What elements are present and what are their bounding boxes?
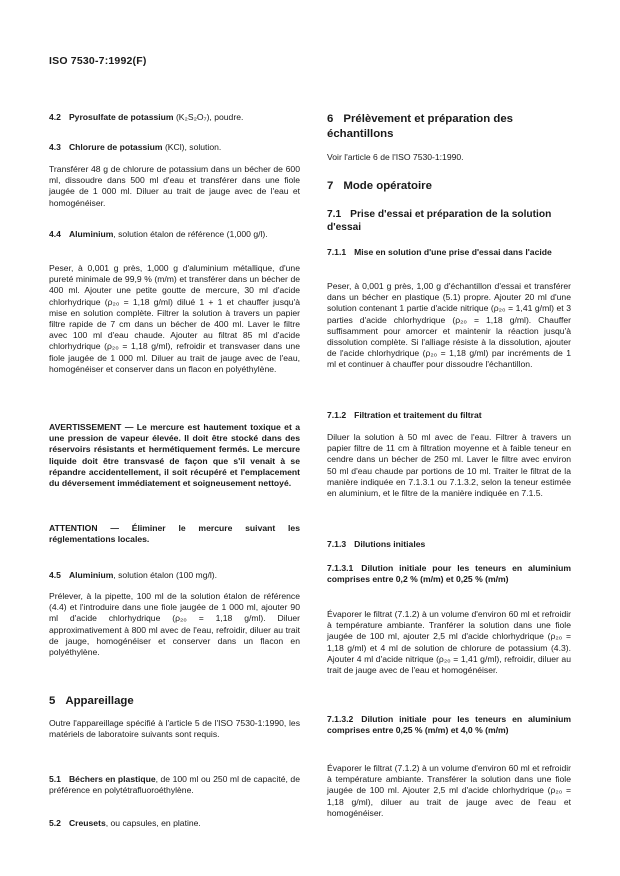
- clause-4-4: [49, 229, 300, 240]
- mercury-attention: [49, 523, 300, 545]
- section-number: 6: [327, 113, 334, 125]
- clause-4-4-text: [49, 263, 300, 375]
- clause-5-2: [49, 818, 300, 829]
- clause-7-1-3-heading: [327, 539, 571, 550]
- section-title: Prélèvement et préparation des échantillons: [327, 113, 514, 140]
- clause-title: Aluminium: [68, 229, 114, 239]
- paragraph: Évaporer le filtrat (7.1.2) à un volume d'environ 60 ml et refroidir à température ambiante. Transférer la solution dans une fiole jaugée de 100 ml. Ajouter 2,5 ml d'acide chlorhydrique (ρ₂₀ = 1,18 g/ml), diluer au trait de jauge avec de l'eau et homogénéiser.: [327, 763, 571, 818]
- clause-7-1-3-1-heading: [327, 563, 571, 585]
- clause-7-1-3-1-text: [327, 609, 571, 676]
- clause-number: 7.1.1: [327, 247, 347, 257]
- clause-rest: (K₂S₂O₇), poudre.: [175, 112, 244, 122]
- clause-7-1-3-2-heading: [327, 714, 571, 736]
- clause-title: Aluminium: [68, 570, 114, 580]
- paragraph: Outre l'appareillage spécifié à l'article 5 de l'ISO 7530-1:1990, les matériels de laboratoire suivants sont requis.: [49, 718, 300, 740]
- section-title: Appareillage: [65, 695, 134, 707]
- paragraph: Évaporer le filtrat (7.1.2) à un volume d'environ 60 ml et refroidir à température ambiante. Tranférer la solution dans une fiole jaugée de 100 ml, ajouter 2,5 ml d'acide chlorhydrique (ρ₂₀ = 1,18 g/ml) et 4 ml de solution de chlorure de potassium (4.3). Ajouter 4 ml d'acide nitrique (ρ₂₀ = 1,41 g/ml), refroidir, diluer au trait de jauge avec de l'eau et homogénéiser.: [327, 609, 571, 676]
- clause-number: 7.1.3.2: [327, 714, 354, 724]
- paragraph: Transférer 48 g de chlorure de potassium dans un bécher de 600 ml, dissoudre dans 500 ml d'eau et transférer dans une fiole jaugée de 1 000 ml. Diluer au trait de jauge avec de l'eau et homogénéiser.: [49, 164, 300, 208]
- clause-4-3-text: [49, 164, 300, 209]
- clause-rest: (KCl), solution.: [164, 142, 222, 152]
- warning-paragraph: AVERTISSEMENT — Le mercure est hautement toxique et a une pression de vapeur élevée. Il doit être stocké dans des réservoirs résistants et hermétiquement fermés. Le mercure liquide doit être transvasé de façon que s'il venait à se répandre accidentellement, il soit récupéré et l'emplacement du déversement immédiatement et soigneusement nettoyé.: [49, 422, 300, 489]
- clause-title: Béchers en plastique: [68, 774, 156, 784]
- clause-title: Filtration et traitement du filtrat: [354, 410, 482, 420]
- clause-7-1-2-text: [327, 432, 571, 499]
- paragraph: Voir l'article 6 de l'ISO 7530-1:1990.: [327, 152, 464, 162]
- clause-4-5-text: [49, 591, 300, 658]
- paragraph: Peser, à 0,001 g près, 1,000 g d'aluminium métallique, d'une pureté minimale de 99,9 % (m/m) et transférer dans un bécher de 400 ml. Ajouter une petite goutte de mercure, 30 ml d'acide chlorhydrique (ρ₂₀ = 1,18 g/ml) dilué 1 + 1 et chauffer jusqu'à mise en solution complète. Filtrer la solution à travers un papier filtre rapide de 7 cm dans un bécher de 400 ml. Laver le filtre avec 100 ml d'eau chaude. Ajouter au filtrat 85 ml d'acide chlorhydrique (ρ₂₀ = 1,18 g/ml), refroidir et transvaser dans une fiole jaugée de 1 000 ml. Diluer au trait de jauge avec de l'eau, homogénéiser et conserver dans un flacon en polyéthylène.: [49, 263, 300, 374]
- clause-number: 4.5: [49, 570, 61, 580]
- section-7-heading: [327, 179, 571, 194]
- clause-number: 5.2: [49, 818, 61, 828]
- clause-number: 5.1: [49, 774, 61, 784]
- clause-title: Dilution initiale pour les teneurs en aluminium comprises entre 0,2 % (m/m) et 0,25 % (m/m): [327, 563, 571, 585]
- clause-rest: , solution étalon de référence (1,000 g/l).: [113, 229, 268, 239]
- clause-title: Creusets: [68, 818, 106, 828]
- clause-7-1-1-text: [327, 281, 571, 371]
- clause-7-1-heading: [327, 208, 571, 234]
- clause-title: Dilutions initiales: [354, 539, 426, 549]
- section-title: Mode opératoire: [343, 180, 432, 192]
- paragraph: Prélever, à la pipette, 100 ml de la solution étalon de référence (4.4) et l'introduire dans une fiole jaugée de 1 000 ml, ajouter 90 ml d'acide chlorhydrique (ρ₂₀ = 1,18 g/ml). Diluer approximativement à 800 ml avec de l'eau, refroidir, diluer au trait de jauge, homogénéiser et conserver dans un flacon en polyéthylène.: [49, 591, 300, 658]
- attention-paragraph: ATTENTION — Éliminer le mercure suivant les réglementations locales.: [49, 523, 300, 545]
- clause-4-3: [49, 142, 300, 153]
- clause-number: 4.4: [49, 229, 61, 239]
- clause-title: Chlorure de potassium: [68, 142, 163, 152]
- mercury-warning: [49, 422, 300, 489]
- clause-number: 4.3: [49, 142, 61, 152]
- paragraph: Diluer la solution à 50 ml avec de l'eau. Filtrer à travers un papier filtre de 11 cm à filtration moyenne et à faible teneur en cendre dans un bécher de 250 ml. Laver le filtre avec environ 50 ml d'eau chaude par portions de 10 ml. Traiter le filtrat de la manière indiquée en 7.1.3.1 ou 7.1.3.2, selon la teneur estimée en aluminium, et le filtre de la manière indiquée en 7.1.5.: [327, 432, 571, 499]
- clause-title: Mise en solution d'une prise d'essai dans l'acide: [354, 247, 552, 257]
- clause-7-1-2-heading: [327, 410, 571, 421]
- section-6-text: [327, 152, 571, 163]
- clause-number: 7.1.3.1: [327, 563, 354, 573]
- section-number: 7: [327, 180, 334, 192]
- clause-title: Prise d'essai et préparation de la solution d'essai: [327, 209, 552, 233]
- section-number: 5: [49, 695, 56, 707]
- clause-7-1-3-2-text: [327, 763, 571, 819]
- clause-number: 7.1.2: [327, 410, 347, 420]
- clause-number: 4.2: [49, 112, 61, 122]
- section-5-text: [49, 718, 300, 740]
- document-id-header: ISO 7530-7:1992(F): [49, 55, 147, 67]
- clause-7-1-1-heading: [327, 247, 571, 258]
- clause-rest: , ou capsules, en platine.: [105, 818, 201, 828]
- clause-4-2: [49, 112, 300, 123]
- clause-number: 7.1.3: [327, 539, 347, 549]
- clause-4-5: [49, 570, 300, 581]
- clause-rest: , solution étalon (100 mg/l).: [113, 570, 218, 580]
- paragraph: Peser, à 0,001 g près, 1,00 g d'échantillon d'essai et transférer dans un bécher en plastique (5.1) propre. Ajouter 20 ml d'une solution contenant 1 partie d'acide nitrique (ρ₂₀ = 1,41 g/ml) et 3 parties d'acide chlorhydrique (ρ₂₀ = 1,18 g/ml). Chauffer suffisamment pour amorcer et maintenir la réaction jusqu'à dissolution complète. Si l'alliage résiste à la dissolution, ajouter de l'acide chlorhydrique (ρ₂₀ = 1,18 g/ml) par incréments de 1 ml et continuer à chauffer pour dissoudre l'échantillon.: [327, 281, 571, 370]
- clause-title: Pyrosulfate de potassium: [68, 112, 174, 122]
- clause-5-1: [49, 774, 300, 796]
- clause-number: 7.1: [327, 209, 342, 220]
- section-5-heading: [49, 694, 300, 709]
- clause-rest: , de 100 ml ou 250 ml de capacité, de préférence en polytétrafluoroéthylène.: [49, 774, 300, 796]
- clause-title: Dilution initiale pour les teneurs en aluminium comprises entre 0,25 % (m/m) et 4,0 % (m/m): [327, 714, 571, 736]
- section-6-heading: [327, 112, 571, 141]
